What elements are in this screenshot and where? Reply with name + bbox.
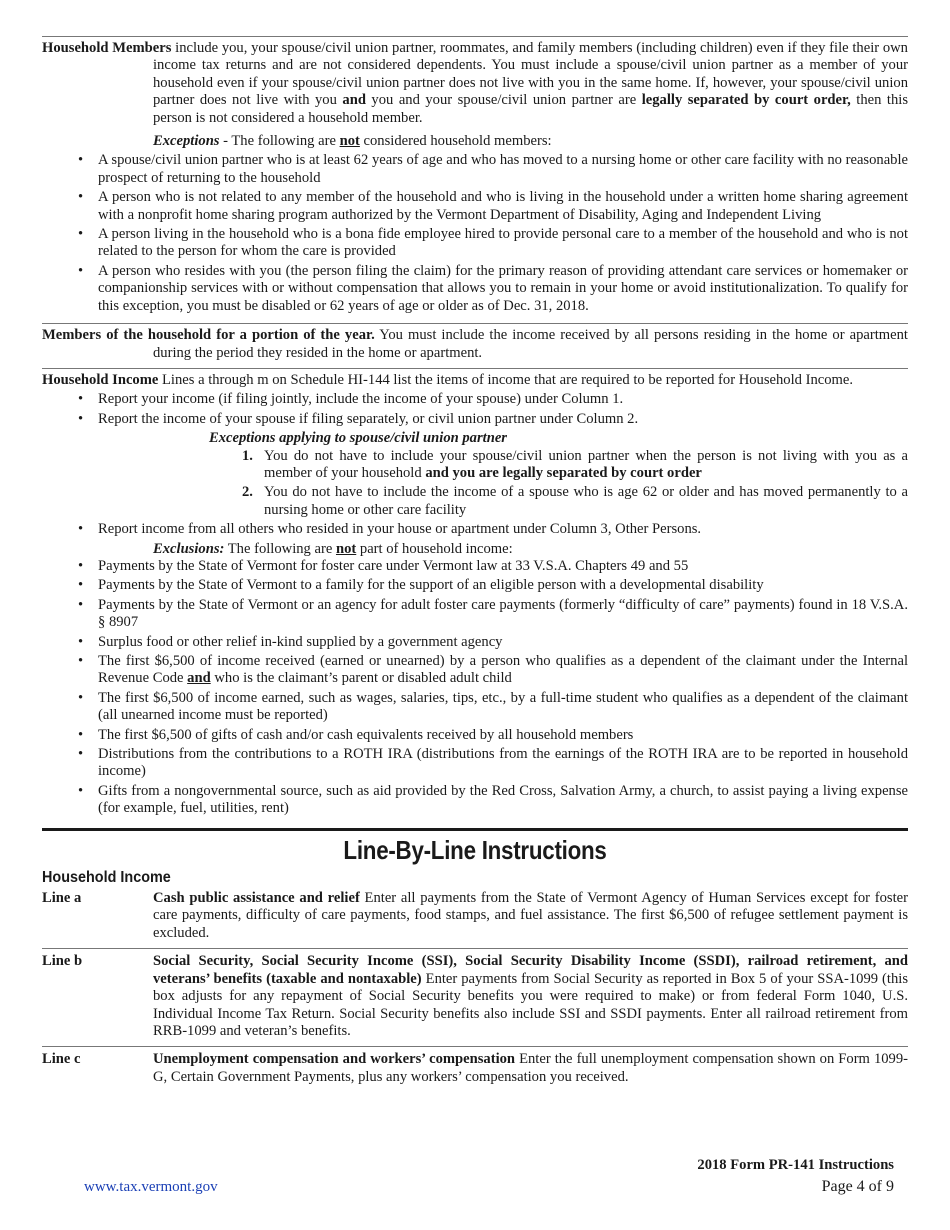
list-item	[98, 653, 908, 688]
line-text: Enter all payments from the State of Vermont Agency of Human Services except for foster care payments, difficulty of care payments, food stamps, and fuel assistance. The first $6,500 of refugee settlement payment is excluded.	[153, 890, 908, 941]
portion-text: You must include the income received by all persons residing in the home or apartment during the period they resided in the home or apartment.	[153, 327, 908, 361]
item-bold: and you are legally separated by court order	[425, 464, 702, 481]
section-household-income	[42, 368, 908, 822]
item-and: and	[187, 670, 211, 687]
item-text-end: who is the claimant’s parent or disabled adult child	[210, 670, 512, 687]
exclusions-label: Exclusions:	[153, 540, 225, 557]
line-text: Enter the full unemployment compensation shown on Form 1099-G, Certain Government Payments, plus any workers’ compensation you received.	[153, 1051, 908, 1085]
section-portion-of-year	[42, 323, 908, 368]
line-heading: Unemployment compensation and workers’ compensation	[153, 1051, 516, 1068]
item-text: You do not have to include your spouse/civil union partner when the person is not living with you as a member of your household	[264, 447, 908, 481]
line-label: Line b	[42, 953, 83, 970]
line-b-row	[42, 948, 908, 1046]
list-item: • Report your income (if filing jointly, include the income of your spouse) under Column 1.	[98, 391, 908, 408]
list-item	[242, 447, 908, 483]
line-label: Line c	[42, 1051, 81, 1068]
household-income-last-list	[42, 521, 908, 538]
line-a-row	[42, 888, 908, 948]
exclusions-end: part of household income:	[356, 540, 513, 557]
list-item: • Surplus food or other relief in-kind supplied by a government agency	[98, 634, 908, 651]
line-heading: Cash public assistance and relief	[153, 890, 360, 907]
household-income-text: Lines a through m on Schedule HI-144 list the items of income that are required to be reported for Household Income.	[158, 371, 853, 388]
list-item: • The first $6,500 of income earned, such as wages, salaries, tips, etc., by a full-time student who qualifies as a dependent of the claimant (all unearned income must be reported)	[98, 690, 908, 725]
exceptions-list	[42, 152, 908, 315]
list-item: • A person who resides with you (the person filing the claim) for the primary reason of providing attendant care services or homemaker or companionship services with or without compensation that allows you to remain in your home or avoid institutionalization. To qualify for this exception, you must be disabled or 62 years of age or older as of Dec. 31, 2018.	[98, 263, 908, 315]
exclusions-not: not	[335, 540, 357, 557]
list-item: • Payments by the State of Vermont for foster care under Vermont law at 33 V.S.A. Chapters 49 and 55	[98, 558, 908, 575]
list-item	[242, 484, 908, 519]
line-body	[153, 890, 908, 942]
household-members-text-2: you and your spouse/civil union partner are	[365, 92, 642, 109]
spouse-exceptions-block	[153, 430, 908, 519]
household-members-paragraph	[42, 40, 908, 127]
list-item: • Report the income of your spouse if filing separately, or civil union partner under Column 2.	[98, 411, 908, 428]
list-item: • A person who is not related to any member of the household and who is living in the household under a written home sharing agreement with a nonprofit home sharing program authorized by the Vermont Department of Disability, Aging and Independent Living	[98, 189, 908, 224]
term-household-income: Household Income	[42, 371, 159, 388]
footer-page-number: Page 4 of 9	[821, 1178, 894, 1195]
list-item: • Gifts from a nongovernmental source, such as aid provided by the Red Cross, Salvation Army, a church, to assist paying a living expense (for example, fuel, utilities, rent)	[98, 783, 908, 818]
subsection-heading: Household Income	[42, 868, 171, 886]
household-members-text-3: then this person is not considered a household member.	[153, 92, 909, 126]
household-members-text-1: include you, your spouse/civil union partner, roommates, and family members (including children) even if they file their own income tax returns and are not considered dependents. You must include a spouse/civil union partner as a member of your household even if your spouse/civil union partner does not live with you in the same home. If, however, your spouse/civil union partner does not live with you	[153, 40, 908, 109]
document-page	[42, 36, 908, 1092]
list-item: • A spouse/civil union partner who is at least 62 years of age and who has moved to a nursing home or other care facility with no reasonable prospect of returning to the household	[98, 152, 908, 187]
exceptions-end: considered household members:	[359, 133, 552, 150]
household-members-and: and	[342, 92, 366, 109]
household-income-list	[42, 391, 908, 428]
page-title: Line-By-Line Instructions	[343, 834, 607, 865]
footer-form-title: 2018 Form PR-141 Instructions	[697, 1157, 894, 1173]
exclusions-mid: The following are	[224, 540, 336, 557]
list-item: • Report income from all others who resided in your house or apartment under Column 3, Other Persons.	[98, 521, 908, 538]
household-members-legal: legally separated by court order,	[641, 92, 851, 109]
exclusions-intro	[153, 541, 908, 558]
list-item: • A person living in the household who is a bona fide employee hired to provide personal care to a member of the household and who is not related to the person for whom the care is provided	[98, 226, 908, 261]
item-number: 1.	[242, 447, 253, 464]
line-label: Line a	[42, 890, 82, 907]
term-household-members: Household Members	[42, 40, 172, 56]
line-body	[153, 1051, 908, 1086]
list-item: • Payments by the State of Vermont to a family for the support of an eligible person with a developmental disability	[98, 577, 908, 594]
exclusions-list	[42, 558, 908, 818]
household-income-paragraph	[42, 372, 908, 389]
line-body	[153, 953, 908, 1040]
list-item: • Distributions from the contributions to a ROTH IRA (distributions from the earnings of the ROTH IRA are to be reported in household income)	[98, 746, 908, 781]
item-number: 2.	[242, 484, 253, 501]
item-text: The first $6,500 of income received (earned or unearned) by a person who qualifies as a dependent of the claimant under the Internal Revenue Code	[98, 653, 908, 687]
spouse-exceptions-heading: Exceptions applying to spouse/civil union partner	[209, 430, 507, 447]
exceptions-mid: - The following are	[219, 133, 340, 150]
line-text: Enter payments from Social Security as reported in Box 5 of your SSA-1099 (this box adjusts for any repayment of Social Security benefits you were required to make) or from federal Form 1040, U.S. Individual Income Tax Return. Social Security benefits also include SSI and SSDI payments. Enter all railroad retirement from RRB-1099 and veteran’s benefits.	[153, 970, 908, 1039]
line-heading: Social Security, Social Security Income (SSI), Social Security Disability Income (SSDI), railroad retirement, and veterans’ benefits (taxable and nontaxable)	[153, 953, 908, 987]
exceptions-label: Exceptions	[153, 133, 220, 150]
section-household-members	[42, 36, 908, 323]
line-c-row	[42, 1046, 908, 1092]
item-text: You do not have to include the income of a spouse who is age 62 or older and has moved permanently to a nursing home or other care facility	[264, 484, 908, 518]
term-portion: Members of the household for a portion of the year.	[42, 327, 375, 344]
footer-website-link[interactable]: www.tax.vermont.gov	[84, 1179, 218, 1195]
exceptions-not: not	[339, 133, 360, 150]
list-item: • Payments by the State of Vermont or an agency for adult foster care payments (formerly “difficulty of care” payments) found in 18 V.S.A. § 8907	[98, 597, 908, 632]
portion-paragraph	[42, 327, 908, 362]
list-item: • The first $6,500 of gifts of cash and/or cash equivalents received by all household members	[98, 727, 908, 744]
spouse-exceptions-list	[209, 448, 908, 520]
section-divider	[42, 828, 908, 831]
exceptions-intro	[153, 133, 908, 150]
